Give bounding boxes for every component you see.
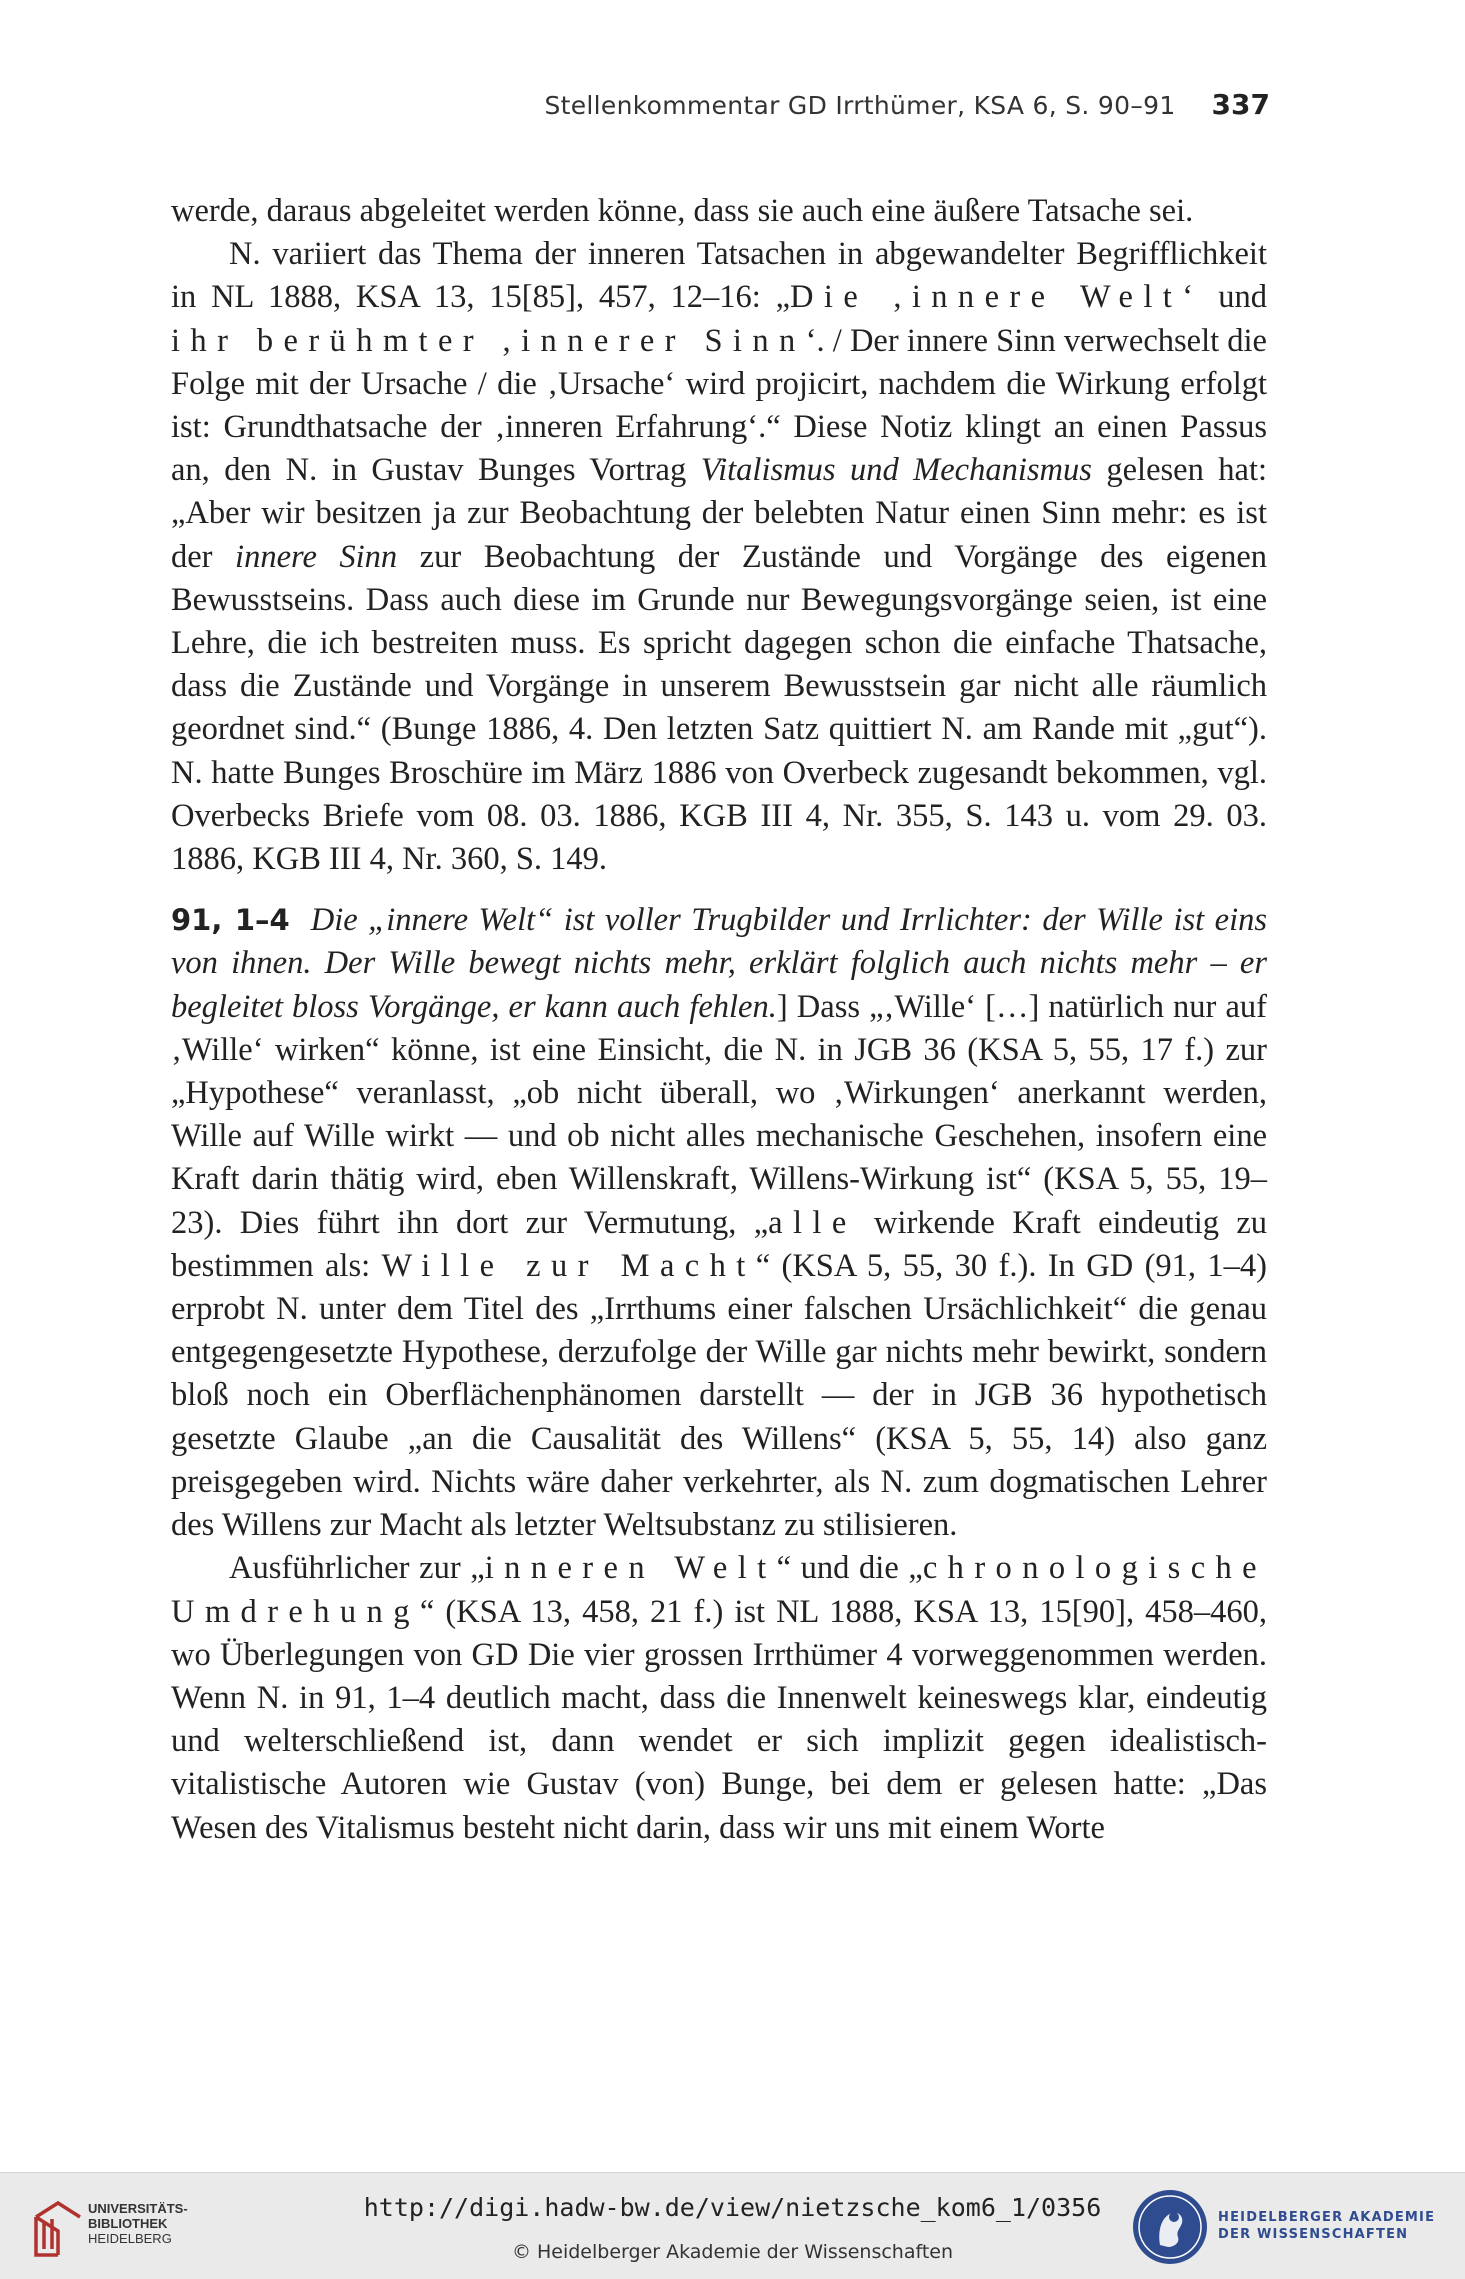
academy-seal-icon: [1130, 2187, 1210, 2267]
text-run: ] Dass „‚Wille‘ […] natürlich nur auf ‚Wille‘ wirken“ könne, ist eine Einsicht, die N. in JGB 36 (KSA 5, 55, 17 f.) zur „Hypothese“ veranlasst, „ob nicht überall, wo ‚Wirkungen‘ anerkannt werden, Wille auf Wille wirkt — und ob nicht alles mechanische Geschehen, insofern eine Kraft darin thätig wird, eben Willenskraft, Willens-Wirkung ist“ (KSA 5, 55, 19–23). Dies führt ihn dort zur Vermutung, „: [171, 988, 1267, 1241]
text-run: wirkende Kraft eindeutig zu bestimmen als:: [171, 1204, 1268, 1284]
page-header: [170, 88, 1270, 128]
italic-term: innere Sinn: [235, 538, 398, 575]
lemma-entry: [171, 899, 1267, 1547]
lemma-reference: 91, 1–4: [171, 903, 290, 938]
commentary-text: [171, 190, 1267, 1850]
spaced-quote: ihr berühmter ,innerer Sinn: [171, 322, 806, 359]
italic-title: Vitalismus und Mechanismus: [700, 452, 1092, 489]
spaced-quote: chronologische Umdrehung: [171, 1550, 1267, 1630]
running-head: Stellenkommentar GD Irrthümer, KSA 6, S. 90–91: [544, 91, 1176, 120]
spaced-quote: Wille zur Macht: [381, 1247, 756, 1284]
academy-line: DER WISSENSCHAFTEN: [1218, 2227, 1409, 2242]
text-run: ‘. / Der innere Sinn verwechselt die Folge mit der Ursache / die ‚Ursache‘ wird projicirt, nachdem die Wirkung erfolgt ist: Grundthatsache der ‚inneren Erfahrung‘.“ Diese Notiz klingt an einen Passus an, den N. in Gustav Bunges Vortrag: [171, 322, 1267, 489]
text-run: gelesen hat: „Aber wir besitzen ja zur Beobachtung der belebten Natur einen Sinn mehr: es ist der: [171, 452, 1268, 575]
paragraph-inner-facts: [171, 233, 1267, 881]
library-line: UNIVERSITÄTS-: [88, 2201, 188, 2216]
digitization-footer: [0, 2172, 1465, 2279]
spaced-quote: Die ,innere Welt‘: [790, 279, 1204, 316]
copyright-notice: © Heidelberger Akademie der Wissenschaften: [511, 2241, 954, 2263]
paragraph-text: werde, daraus abgeleitet werden könne, dass sie auch eine äußere Tatsache sei.: [171, 193, 1194, 229]
spaced-quote: alle: [768, 1204, 857, 1241]
library-line: BIBLIOTHEK: [88, 2216, 168, 2231]
lemma-quote: Die „innere Welt“ ist voller Trugbilder und Irrlichter: der Wille ist eins von ihnen. Der Wille bewegt nichts mehr, erklärt folglich auch nichts mehr – er begleitet bloss Vorgänge, er kann auch fehlen.: [171, 902, 1268, 1025]
permalink-url[interactable]: http://digi.hadw-bw.de/view/nietzsche_kom6_1/0356: [363, 2193, 1102, 2222]
paragraph-continuation: [171, 190, 1267, 233]
text-run: “ (KSA 5, 55, 30 f.). In GD (91, 1–4) erprobt N. unter dem Titel des „Irrthums einer falschen Ursächlichkeit“ die genau entgegengesetzte Hypothese, derzufolge der Wille gar nichts mehr bewirkt, sondern bloß noch ein Oberflächenphänomen darstellt — der in JGB 36 hypothetisch gesetzte Glaube „an die Causalität des Willens“ (KSA 5, 55, 14) also ganz preisgegeben wird. Nichts wäre daher verkehrter, als N. zum dogmatischen Lehrer des Willens zur Macht als letzter Weltsubstanz zu stilisieren.: [171, 1247, 1267, 1544]
page-number: 337: [1211, 88, 1270, 121]
academy-name: [1218, 2209, 1448, 2243]
text-run: N. variiert das Thema der inneren Tatsachen in abgewandelter Begrifflichkeit in NL 1888, KSA 13, 15[85], 457, 12–16: „: [171, 236, 1267, 316]
text-run: “ und die „: [776, 1550, 923, 1587]
library-line: HEIDELBERG: [88, 2231, 172, 2246]
text-run: zur Beobachtung der Zustände und Vorgänge des eigenen Bewusstseins. Dass auch diese im Grunde nur Bewegungsvorgänge seien, ist eine Lehre, die ich bestreiten muss. Es spricht dagegen schon die einfache Thatsache, dass die Zustände und Vorgänge in unserem Bewusstsein gar nicht alle räumlich geordnet sind.“ (Bunge 1886, 4. Den letzten Satz quittiert N. am Rande mit „gut“). N. hatte Bunges Broschüre im März 1886 von Overbeck zugesandt bekommen, vgl. Overbecks Briefe vom 08. 03. 1886, KGB III 4, Nr. 355, S. 143 u. vom 29. 03. 1886, KGB III 4, Nr. 360, S. 149.: [171, 538, 1268, 878]
academy-line: HEIDELBERGER AKADEMIE: [1218, 2210, 1436, 2225]
text-run: “ (KSA 13, 458, 21 f.) ist NL 1888, KSA 13, 15[90], 458–460, wo Überlegungen von GD Die vier grossen Irrthümer 4 vorweggenommen werden. Wenn N. in 91, 1–4 deutlich macht, dass die Innenwelt keineswegs klar, eindeutig und welterschließend ist, dann wendet er sich implizit gegen idealistisch-vitalistische Autoren wie Gustav (von) Bunge, bei dem er gelesen hatte: „Das Wesen des Vitalismus besteht nicht darin, dass wir uns mit einem Worte: [171, 1593, 1267, 1846]
text-run: und: [1203, 279, 1267, 316]
paragraph-inner-world: [171, 1547, 1267, 1849]
text-run: Ausführlicher zur „: [229, 1550, 485, 1587]
spaced-quote: inneren Welt: [484, 1550, 777, 1587]
